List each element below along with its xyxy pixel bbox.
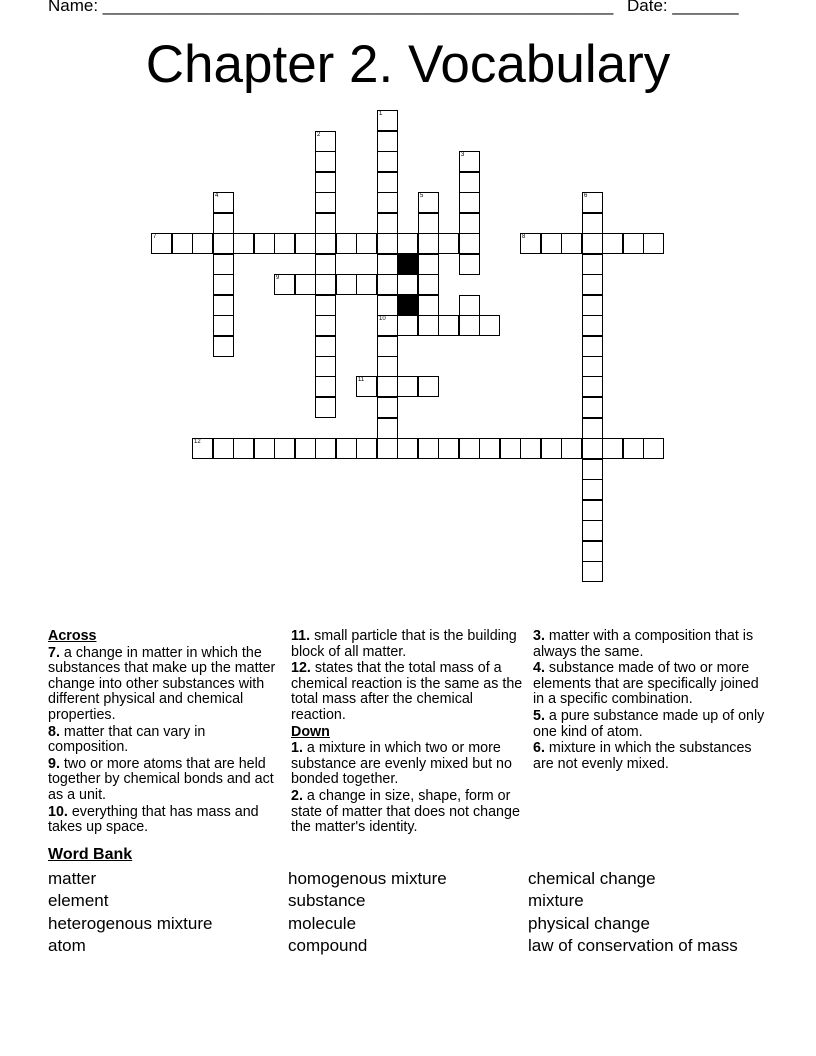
crossword-cell[interactable] (602, 438, 623, 459)
crossword-cell[interactable] (479, 438, 500, 459)
clue-text: matter that can vary in composition. (48, 723, 206, 756)
clue-number-label: 9 (276, 275, 280, 281)
name-line: Name: ______________________________________________________ (48, 0, 614, 15)
crossword-cell[interactable] (315, 172, 336, 193)
word-bank-item: matter (48, 869, 97, 888)
crossword-cell[interactable] (315, 397, 336, 418)
clue-number: 3. (533, 628, 545, 644)
crossword-cell[interactable] (336, 438, 357, 459)
crossword-cell[interactable] (315, 315, 336, 336)
crossword-cell[interactable] (561, 438, 582, 459)
clue-number-label: 4 (215, 193, 219, 199)
crossword-cell[interactable] (582, 541, 603, 562)
crossword-cell[interactable] (377, 438, 398, 459)
clue-text: matter with a composition that is always the same. (533, 628, 754, 660)
crossword-cell[interactable] (418, 315, 439, 336)
crossword-cell[interactable] (377, 233, 398, 254)
crossword-cell[interactable] (213, 315, 234, 336)
crossword-cell[interactable] (582, 233, 603, 254)
clues-column-1 (48, 629, 283, 837)
crossword-cell[interactable] (582, 192, 603, 213)
clue-down-2 (291, 789, 526, 836)
page-title: Chapter 2. Vocabulary (145, 35, 671, 94)
crossword-cell[interactable] (418, 376, 439, 397)
clue-number-label: 3 (461, 152, 465, 158)
crossword-cell[interactable] (377, 418, 398, 439)
crossword-cell[interactable] (459, 438, 480, 459)
word-bank-item: chemical change (528, 869, 656, 888)
crossword-cell[interactable] (213, 438, 234, 459)
clue-number: 1. (291, 740, 303, 757)
crossword-cell[interactable] (356, 376, 377, 397)
crossword-cell[interactable] (192, 233, 213, 254)
crossword-cell[interactable] (315, 192, 336, 213)
clues-column-3 (533, 629, 773, 773)
crossword-cell[interactable] (582, 418, 603, 439)
word-bank-column-3 (528, 868, 738, 958)
word-bank-item: physical change (528, 913, 650, 933)
clue-number: 8. (48, 723, 60, 740)
crossword-cell[interactable] (151, 233, 172, 254)
crossword-cell[interactable] (315, 295, 336, 316)
clue-text: a mixture in which two or more substance are evenly mixed but no bonded together. (291, 740, 512, 788)
crossword-cell[interactable] (459, 315, 480, 336)
crossword-cell[interactable] (254, 438, 275, 459)
clue-number: 6. (533, 740, 545, 757)
crossword-cell[interactable] (377, 356, 398, 377)
clue-number-label: 2 (317, 132, 321, 138)
crossword-cell[interactable] (418, 192, 439, 213)
clue-number-label: 10 (379, 316, 386, 322)
crossword-cell[interactable] (582, 376, 603, 397)
clue-text: a change in size, shape, form or state of matter that does not change the matter's identity. (291, 787, 520, 836)
crossword-cell[interactable] (213, 192, 234, 213)
word-bank-item: element (48, 891, 109, 911)
crossword-cell[interactable] (315, 151, 336, 172)
crossword-cell[interactable] (418, 274, 439, 295)
crossword-cell[interactable] (377, 151, 398, 172)
across-heading: Across (48, 628, 97, 644)
crossword-cell[interactable] (377, 274, 398, 295)
crossword-cell[interactable] (418, 213, 439, 234)
crossword-cell[interactable] (459, 254, 480, 275)
crossword-cell[interactable] (459, 233, 480, 254)
crossword-cell[interactable] (315, 233, 336, 254)
clue-text: two or more atoms that are held together by chemical bonds and act as a unit. (48, 755, 274, 803)
crossword-cell[interactable] (418, 295, 439, 316)
word-bank-item: law of conservation of mass (528, 936, 738, 956)
clue-number: 7. (48, 644, 60, 661)
crossword-cell[interactable] (397, 315, 418, 336)
crossword-cell[interactable] (602, 233, 623, 254)
clue-number: 4. (533, 660, 545, 677)
crossword-cell[interactable] (274, 274, 295, 295)
clue-number: 2. (291, 787, 303, 804)
crossword-cell[interactable] (295, 274, 316, 295)
crossword-cell[interactable] (315, 336, 336, 357)
crossword-cell[interactable] (582, 356, 603, 377)
crossword-cell[interactable] (377, 254, 398, 275)
crossword-cell[interactable] (254, 233, 275, 254)
clues-column-2 (291, 629, 526, 837)
crossword-cell[interactable] (418, 233, 439, 254)
crossword-black-cell (397, 254, 418, 275)
crossword-cell[interactable] (377, 110, 398, 131)
crossword-cell[interactable] (377, 336, 398, 357)
clue-text: everything that has mass and takes up space. (48, 803, 259, 836)
crossword-cell[interactable] (561, 233, 582, 254)
crossword-cell[interactable] (172, 233, 193, 254)
word-bank-heading: Word Bank (48, 846, 133, 863)
crossword-cell[interactable] (479, 315, 500, 336)
crossword-cell[interactable] (623, 438, 644, 459)
crossword-cell[interactable] (459, 172, 480, 193)
crossword-cell[interactable] (582, 397, 603, 418)
clue-number: 11. (291, 628, 311, 644)
down-heading: Down (291, 723, 330, 740)
clue-text: mixture in which the substances are not evenly mixed. (533, 740, 752, 772)
crossword-cell[interactable] (582, 336, 603, 357)
word-bank-item: atom (48, 936, 86, 956)
crossword-cell[interactable] (541, 438, 562, 459)
word-bank-item: heterogenous mixture (48, 913, 213, 933)
word-bank-item: compound (288, 936, 368, 956)
crossword-cell[interactable] (582, 274, 603, 295)
crossword-cell[interactable] (397, 233, 418, 254)
crossword-cell[interactable] (438, 233, 459, 254)
crossword-cell[interactable] (377, 315, 398, 336)
word-bank-column-2 (288, 868, 447, 958)
crossword-cell[interactable] (541, 233, 562, 254)
crossword-cell[interactable] (274, 233, 295, 254)
clue-number: 10. (48, 803, 68, 820)
crossword-cell[interactable] (295, 438, 316, 459)
crossword-cell[interactable] (418, 254, 439, 275)
clue-down-5 (533, 709, 773, 740)
crossword-cell[interactable] (356, 274, 377, 295)
clue-across-9 (48, 757, 283, 804)
clue-number-label: 5 (420, 193, 424, 199)
crossword-cell[interactable] (459, 213, 480, 234)
crossword-cell[interactable] (315, 254, 336, 275)
crossword-cell[interactable] (582, 295, 603, 316)
crossword-cell[interactable] (459, 151, 480, 172)
clue-down-1 (291, 741, 526, 788)
crossword-cell[interactable] (336, 274, 357, 295)
clue-text: states that the total mass of a chemical reaction is the same as the total mass after the chemical reaction. (291, 660, 523, 723)
crossword-cell[interactable] (315, 274, 336, 295)
word-bank-item: molecule (288, 913, 357, 933)
clue-number-label: 11 (358, 377, 365, 383)
clue-text: substance made of two or more elements that are specifically joined in a specific combination. (533, 660, 759, 708)
crossword-cell[interactable] (233, 438, 254, 459)
crossword-cell[interactable] (315, 213, 336, 234)
crossword-cell[interactable] (213, 274, 234, 295)
crossword-cell[interactable] (459, 192, 480, 213)
crossword-cell[interactable] (459, 295, 480, 316)
crossword-cell[interactable] (643, 438, 664, 459)
crossword-cell[interactable] (336, 233, 357, 254)
crossword-cell[interactable] (582, 479, 603, 500)
crossword-cell[interactable] (377, 376, 398, 397)
crossword-cell[interactable] (315, 438, 336, 459)
crossword-cell[interactable] (213, 213, 234, 234)
crossword-cell[interactable] (356, 233, 377, 254)
clue-number-label: 12 (194, 439, 201, 445)
crossword-cell[interactable] (315, 356, 336, 377)
crossword-cell[interactable] (377, 192, 398, 213)
clue-number-label: 1 (379, 111, 383, 117)
crossword-cell[interactable] (582, 561, 603, 582)
crossword-cell[interactable] (582, 315, 603, 336)
crossword-cell[interactable] (377, 131, 398, 152)
clue-number: 9. (48, 755, 60, 772)
crossword-cell[interactable] (418, 438, 439, 459)
crossword-cell[interactable] (213, 336, 234, 357)
clue-text: a pure substance made up of only one kind of atom. (533, 707, 765, 740)
crossword-cell[interactable] (582, 500, 603, 521)
clue-across-12 (291, 661, 526, 723)
date-line: Date: _______ (627, 0, 739, 15)
clue-text: small particle that is the building block of all matter. (291, 628, 517, 660)
crossword-cell[interactable] (500, 438, 521, 459)
crossword-cell[interactable] (315, 131, 336, 152)
clue-text: a change in matter in which the substances that make up the matter change into other substances with different physical and chemical properties. (48, 644, 276, 723)
crossword-cell[interactable] (582, 520, 603, 541)
crossword-cell[interactable] (582, 213, 603, 234)
crossword-cell[interactable] (520, 233, 541, 254)
crossword-cell[interactable] (377, 213, 398, 234)
crossword-black-cell (397, 295, 418, 316)
clue-number: 5. (533, 707, 545, 724)
crossword-cell[interactable] (582, 438, 603, 459)
clue-across-10 (48, 805, 283, 836)
clue-across-8 (48, 725, 283, 756)
crossword-cell[interactable] (274, 438, 295, 459)
clue-across-11 (291, 629, 526, 660)
crossword-cell[interactable] (582, 254, 603, 275)
clue-number-label: 7 (153, 234, 157, 240)
crossword-cell[interactable] (192, 438, 213, 459)
crossword-cell[interactable] (377, 295, 398, 316)
crossword-cell[interactable] (213, 233, 234, 254)
crossword-cell[interactable] (520, 438, 541, 459)
clue-number: 12. (291, 660, 311, 677)
clue-number-label: 8 (522, 234, 526, 240)
word-bank-item: mixture (528, 891, 584, 911)
crossword-cell[interactable] (397, 274, 418, 295)
crossword-cell[interactable] (356, 438, 377, 459)
clue-number-label: 6 (584, 193, 588, 199)
crossword-cell[interactable] (397, 376, 418, 397)
crossword-cell[interactable] (377, 172, 398, 193)
crossword-cell[interactable] (377, 397, 398, 418)
crossword-cell[interactable] (315, 376, 336, 397)
crossword-cell[interactable] (438, 315, 459, 336)
crossword-cell[interactable] (438, 438, 459, 459)
clue-down-3 (533, 629, 773, 660)
word-bank-column-1 (48, 868, 212, 958)
clue-down-6 (533, 741, 773, 772)
crossword-cell[interactable] (213, 254, 234, 275)
word-bank-item: homogenous mixture (288, 869, 447, 888)
crossword-cell[interactable] (582, 459, 603, 480)
crossword-cell[interactable] (397, 438, 418, 459)
clue-across-7 (48, 646, 283, 724)
word-bank-item: substance (288, 891, 366, 911)
clue-down-4 (533, 661, 773, 708)
crossword-cell[interactable] (213, 295, 234, 316)
crossword-cell[interactable] (623, 233, 644, 254)
crossword-cell[interactable] (643, 233, 664, 254)
crossword-cell[interactable] (295, 233, 316, 254)
crossword-cell[interactable] (233, 233, 254, 254)
